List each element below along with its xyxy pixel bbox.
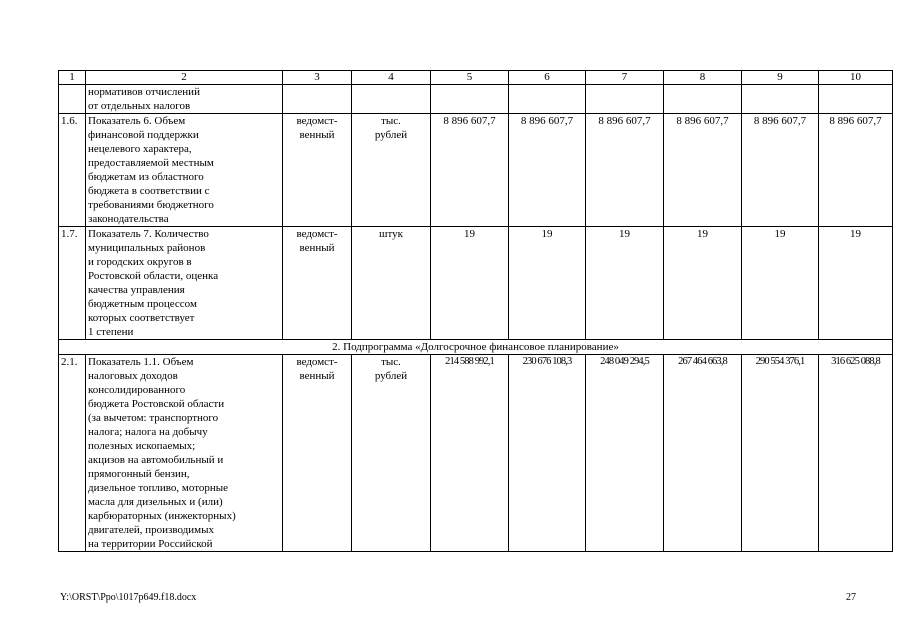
page-number: 27 [846,592,856,603]
indicator-description: Показатель 1.1. Объем налоговых доходов консолидированного бюджета Ростовской области (за вычетом: транспортного налога; налога на добычу полезных ископаемых; акцизов на автомобильный и прямогонный бензин, дизельное топливо, моторные масла для дизельных и (или) карбюраторных (инжекторных) двигателей, производимых на территории Российской [86,355,283,552]
column-number: 8 [664,71,742,85]
indicator-type: ведомст- венный [283,355,352,552]
value-cell: 8 896 607,7 [664,114,742,227]
row-number: 1.6. [59,114,86,227]
value-cell: 8 896 607,7 [431,114,509,227]
indicator-description: нормативов отчислений от отдельных налогов [86,85,283,114]
column-number: 2 [86,71,283,85]
row-number: 2.1. [59,355,86,552]
indicator-description: Показатель 6. Объем финансовой поддержки нецелевого характера, предоставляемой местным бюджетам из областного бюджета в соответствии с требованиями бюджетного законодательства [86,114,283,227]
indicator-description: Показатель 7. Количество муниципальных районов и городских округов в Ростовской области, оценка качества управления бюджетным процессом которых соответствует 1 степени [86,227,283,340]
section-heading-row [59,340,893,355]
row-number-cell [59,85,86,114]
unit-cell: штук [352,227,431,340]
column-number: 4 [352,71,431,85]
value-cell: 19 [586,227,664,340]
value-cell: 19 [742,227,819,340]
column-number-row [59,71,893,85]
column-number: 3 [283,71,352,85]
table-row-continuation [59,85,893,114]
value-cell: 8 896 607,7 [586,114,664,227]
value-cell: 8 896 607,7 [819,114,893,227]
column-number: 10 [819,71,893,85]
value-cell: 19 [819,227,893,340]
file-path-footer: Y:\ORST\Ppo\1017p649.f18.docx [60,592,197,603]
column-number: 7 [586,71,664,85]
column-number: 1 [59,71,86,85]
value-cell: 290 554 376,1 [742,355,819,552]
column-number: 6 [509,71,586,85]
unit-cell: тыс. рублей [352,355,431,552]
indicators-table [58,70,893,552]
value-cell: 267 464 663,8 [664,355,742,552]
unit-cell: тыс. рублей [352,114,431,227]
value-cell: 19 [664,227,742,340]
table-row-1-7 [59,227,893,340]
table-row-2-1 [59,355,893,552]
value-cell: 230 676 108,3 [509,355,586,552]
section-title: 2. Подпрограмма «Долгосрочное финансовое планирование» [59,340,893,355]
value-cell: 248 049 294,5 [586,355,664,552]
indicator-type: ведомст- венный [283,114,352,227]
value-cell: 316 625 088,8 [819,355,893,552]
value-cell: 8 896 607,7 [742,114,819,227]
row-number: 1.7. [59,227,86,340]
value-cell: 214 588 992,1 [431,355,509,552]
column-number: 5 [431,71,509,85]
column-number: 9 [742,71,819,85]
value-cell: 19 [431,227,509,340]
indicator-type: ведомст- венный [283,227,352,340]
value-cell: 19 [509,227,586,340]
table-row-1-6 [59,114,893,227]
value-cell: 8 896 607,7 [509,114,586,227]
